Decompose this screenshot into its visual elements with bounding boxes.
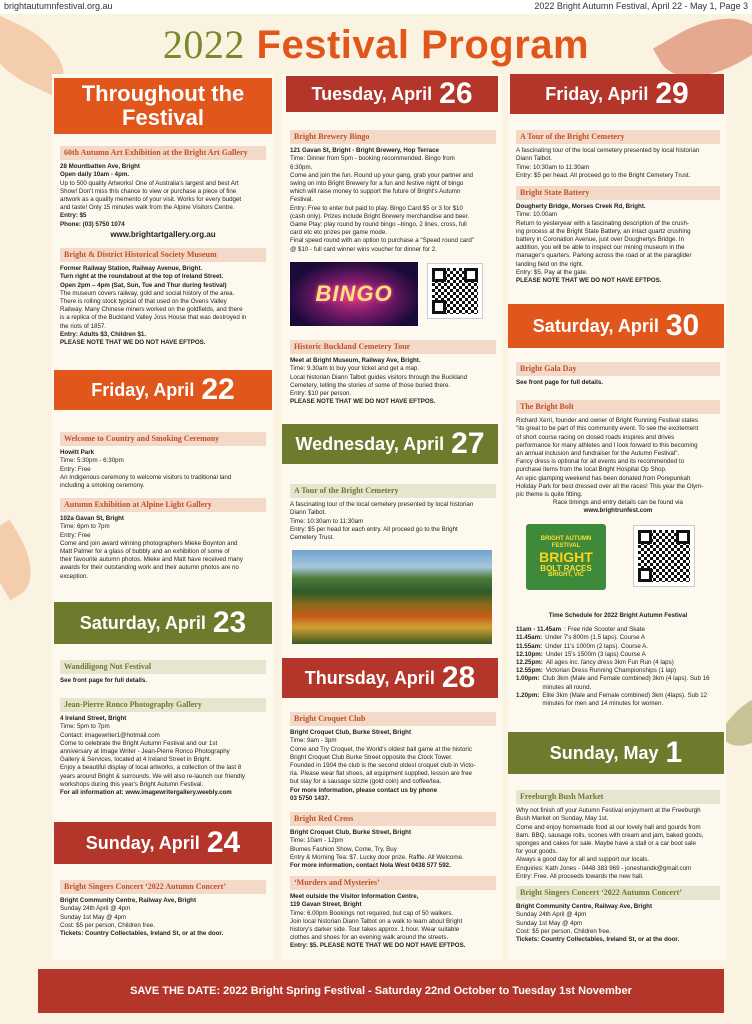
schedule-desc: Under 11's 1000m (2 laps). Course A. (545, 642, 649, 650)
sunday-24-header (54, 822, 272, 864)
event-line: Tickets: Country Collectables, Ireland St, or at the door. (60, 930, 224, 938)
day-number: 29 (655, 77, 689, 110)
event-title: Jean-Pierre Ronco Photography Gallery (60, 698, 266, 712)
event-line: Time: 5:30pm - 6:30pm (60, 457, 124, 465)
event-line: clothes and shoes for an evening walk around the streets. (290, 934, 449, 942)
event-line: Come and join award winning photographers Mieke Boynton and (60, 539, 238, 547)
event-line: Gallery & Services, located at 4 Ireland Street in Bright. (60, 756, 212, 764)
event-line: landing field on the right. (516, 260, 584, 268)
event-line: Holiday Park for best dressed over all the races! This year the Olym- (516, 482, 704, 490)
event-line: for your goods. (516, 848, 558, 856)
event-title: Bright & District Historical Society Museum (60, 248, 266, 262)
saturday-30-header (508, 304, 724, 348)
event-line: Entry: $5 per head. All proceed go to the Bright Cemetery Trust. (516, 171, 691, 179)
event-line: Matt Palmer for a glass of bubbly and an exhibition of some of (60, 548, 230, 556)
bingo-image-text: BINGO (315, 281, 393, 306)
event-line: Entry: $5 per head for each entry. All proceed go to the Bright (290, 525, 458, 533)
day-label: Sunday, May (549, 743, 659, 763)
event-line: Open daily 10am - 4pm. (60, 171, 130, 179)
event-line: ing process at the Bright State Battery, an intact quartz crushing (516, 227, 691, 235)
event-line: Cost: $5 per person, Children free. (60, 921, 155, 929)
event-line: Entry & Morning Tea: $7. Lucky door prize. Raffle. All Welcome. (290, 853, 464, 861)
bingo-section (290, 130, 496, 254)
page-header (0, 0, 752, 14)
day-label: Friday, April (545, 84, 649, 104)
sunday-1-header (508, 732, 724, 774)
schedule-time: 12.10pm: (516, 650, 543, 658)
event-line: Bush Market on Sunday, May 1st. (516, 815, 609, 823)
event-line: Meet at Bright Museum, Railway Ave, Bright. (290, 357, 421, 365)
day-label: Friday, April (91, 380, 195, 400)
event-line: Entry: $5. PLEASE NOTE THAT WE DO NOT HAVE EFTPOS. (290, 942, 466, 950)
event-line: and taste! Only 15 minutes walk from the Alpine Visitors Centre. (60, 204, 235, 212)
event-line: performance for many athletes and I look forward to this becoming (516, 441, 698, 449)
logo-text: BRIGHT (539, 548, 593, 565)
buckland-cemetery-section (290, 340, 496, 406)
event-line: Come and join the fun. Round up your gang, grab your partner and (290, 171, 473, 179)
event-line: Enjoy a beautiful display of local artworks, a collection of the last 8 (60, 764, 242, 772)
bush-market-section (516, 790, 720, 881)
event-line: A fascinating tour of the local cemetery presented by local historian (516, 147, 700, 155)
event-line: Show! Don't miss this chance to view or purchase a piece of fine (60, 187, 237, 195)
wednesday-27-header (282, 424, 498, 464)
event-line: For more information, please contact us by phone (290, 786, 438, 794)
state-battery-section (516, 186, 720, 285)
event-line: Come and enjoy homemade food at our lovely hall and gourds from (516, 823, 701, 831)
event-line: pic theme is quite fitting. (516, 491, 583, 499)
event-line: Entry: $5 (60, 212, 87, 220)
leaf-decoration (0, 520, 45, 601)
bolt-schedule (516, 612, 720, 708)
event-line: Bright Croquet Club, Burke Street, Bright (290, 829, 412, 837)
event-line: @ $10 - full card winner wins voucher for dinner for 2. (290, 245, 437, 253)
schedule-time: 11.45am: (516, 634, 543, 642)
event-line: Dougherty Bridge, Morses Creek Rd, Bright. (516, 203, 646, 211)
event-line: Cemetery Trust. (290, 534, 335, 542)
event-line: Entry: Free to enter but paid to play. Bingo Card $5 or 3 for $10 (290, 204, 463, 212)
event-title: Bright Croquet Club (290, 712, 496, 726)
murders-section (290, 876, 496, 951)
event-line: Sunday 1st May @ 4pm (516, 919, 583, 927)
event-line: Time: 10:30am to 11:30am (290, 517, 364, 525)
schedule-time: 11am - 11.45am (516, 626, 562, 634)
event-line: 28 Mountbatten Ave, Bright (60, 163, 140, 171)
schedule-time: 1.20pm: (516, 691, 540, 699)
alpine-light-section (60, 498, 266, 581)
schedule-row (516, 675, 720, 691)
event-line: their favourite autumn photos. Mieke and Matt have received many (60, 556, 243, 564)
event-line: Race timings and entry details can be found via (552, 499, 683, 507)
event-url[interactable]: www.brightrunfest.com (583, 507, 653, 515)
schedule-desc: Club 3km (Male and Female combined) 3km (4 laps). Sub 16 minutes all round. (542, 675, 710, 691)
throughout-header (54, 78, 272, 134)
event-line: 102a Gavan St, Bright (60, 515, 124, 523)
event-line: Phone: (03) 5750 1074 (60, 220, 125, 228)
day-number: 27 (451, 427, 485, 460)
day-number: 26 (439, 77, 473, 110)
throughout-line2: Festival (122, 105, 204, 130)
event-line: an annual inclusion and fundraiser for the Autumn Festival". (516, 450, 680, 458)
schedule-time: 12.25pm: (516, 659, 543, 667)
event-line: Return to yesteryear with a fascinating description of the crush- (516, 219, 689, 227)
schedule-title: Time Schedule for 2022 Bright Autumn Festival (548, 612, 688, 619)
day-label: Sunday, April (85, 833, 200, 853)
schedule-time: 11.55am: (516, 642, 543, 650)
croquet-section (290, 712, 496, 803)
event-line: Sunday 1st May @ 4pm (60, 913, 127, 921)
event-line: swing on into Bright Brewery for a fun and festive night of bingo (290, 180, 464, 188)
event-line: Bright Croquet Club Burke Street opposite the Clock Tower. (290, 753, 453, 761)
event-line: Time: 10:30am to 11:30am (516, 163, 590, 171)
event-line: Founded in 1904 the club is the second oldest croquet club in Victo- (290, 762, 476, 770)
event-line: which will raise money to support the future of Bright's Autumn (290, 188, 461, 196)
event-title: Historic Buckland Cemetery Tour (290, 340, 496, 354)
day-number: 1 (665, 736, 683, 769)
bright-bolt-logo (526, 524, 606, 590)
event-line: PLEASE NOTE THAT WE DO NOT HAVE EFTPOS. (290, 398, 436, 406)
event-url[interactable]: www.brightartgallery.org.au (110, 229, 216, 239)
bright-bolt-section (516, 400, 720, 516)
event-line: Enquiries: Kath Jones - 0448 383 969 - joneshandk@gmail.com (516, 864, 692, 872)
logo-text: BRIGHT, VIC (548, 571, 584, 578)
event-line: For all information at: www.imagewritergallery.weebly.com (60, 789, 232, 797)
schedule-row (516, 667, 720, 675)
event-line: Bright Croquet Club, Burke Street, Bright (290, 729, 412, 737)
nut-festival-section (60, 660, 266, 685)
event-line: Open 2pm – 4pm (Sat, Sun, Tue and Thur during festival) (60, 281, 227, 289)
red-cross-section (290, 812, 496, 870)
event-line: Tickets: Country Collectables, Ireland St, or at the door. (516, 936, 680, 944)
event-line: Why not finish off your Autumn Festival enjoyment at the Freeburgh (516, 807, 701, 815)
schedule-row (516, 626, 720, 634)
schedule-desc: Under 15's 1500m (3 laps) Course A (545, 650, 646, 658)
event-line: Time: 5pm to 7pm (60, 723, 110, 731)
schedule-desc: Under 7's 800m (1.5 laps). Course A (545, 634, 646, 642)
event-line: "its great to be part of this community event. To see the excitement (516, 425, 699, 433)
event-line: Come and Try Croquet, the World's oldest ball game at the historic (290, 745, 472, 753)
event-line: Cost: $5 per person, Children free. (516, 927, 611, 935)
thursday-28-header (282, 658, 498, 698)
event-line: 6:30pm. (290, 163, 313, 171)
event-line: sponges and cakes for sale. Maybe have a stall or a car boot sale (516, 840, 696, 848)
event-line: Up to 500 quality Artworks! One of Australia's largest and best Art (60, 179, 239, 187)
day-label: Wednesday, April (295, 434, 445, 454)
event-line: including a smoking ceremony. (60, 482, 145, 490)
site-url: brightautumnfestival.org.au (4, 1, 113, 11)
event-title: Wandiligong Nut Festival (60, 660, 266, 674)
event-line: For more information, contact Nola West 0438 577 592. (290, 862, 451, 870)
event-line: anniversary at Image Writer - Jean-Pierre Ronco Photography (60, 748, 230, 756)
day-label: Thursday, April (304, 668, 435, 688)
event-line: Meet outside the Visitor Information Centre, (290, 893, 419, 901)
page-title (0, 22, 752, 68)
event-line: 8am. BBQ, sausage rolls, scones with cream and jam, baked goods, (516, 831, 704, 839)
museum-section (60, 248, 266, 347)
event-line: Local historian Diann Talbot guides visitors through the Buckland (290, 373, 468, 381)
event-line: Entry: Adults $3, Children $1. (60, 330, 147, 338)
schedule-row (516, 659, 720, 667)
event-title: Bright State Battery (516, 186, 720, 200)
day-number: 28 (441, 661, 476, 694)
event-line: Always a good day for all and support our locals. (516, 856, 650, 864)
event-title: A Tour of the Bright Cemetery (290, 484, 496, 498)
day-number: 24 (206, 826, 241, 859)
event-line: Festival. (290, 196, 314, 204)
event-line: PLEASE NOTE THAT WE DO NOT HAVE EFTPOS. (516, 277, 662, 285)
event-line: Howitt Park (60, 449, 95, 457)
schedule-row (516, 692, 720, 708)
event-line: Entry: Free (60, 465, 91, 473)
day-label: Saturday, April (79, 613, 206, 633)
schedule-desc: All ages inc. fancy dress 3km Fun Run (4 laps) (545, 659, 674, 667)
event-line: card etc etc prizes per game mode. (290, 229, 387, 237)
event-line: ria. Please wear flat shoes, all equipment supplied, lesson are free (290, 770, 472, 778)
event-line: Contact: imagewriter1@hotmail.com (60, 731, 160, 739)
event-line: Entry: $5. Pay at the gate. (516, 268, 588, 276)
event-line: Join local historian Diann Talbot on a walk to learn about Bright (290, 917, 463, 925)
event-line: Entry: Free. All proceeds towards the new hall. (516, 872, 644, 880)
tuesday-26-header (286, 76, 498, 112)
schedule-desc: : Free ride Scooter and Skate (564, 626, 645, 634)
qr-code[interactable] (634, 526, 694, 586)
qr-code[interactable] (428, 264, 482, 318)
event-line: Turn right at the roundabout at the top of Ireland Street. (60, 273, 224, 281)
event-line: 119 Gavan Street, Bright (290, 901, 362, 909)
schedule-desc: Victorian Dress Running Championships (1 lap) (545, 667, 677, 675)
event-line: Time: 10.00am (516, 211, 558, 219)
event-title: A Tour of the Bright Cemetery (516, 130, 720, 144)
day-number: 23 (212, 606, 247, 639)
event-title: Freeburgh Bush Market (516, 790, 720, 804)
event-line: the riots of 1857. (60, 322, 107, 330)
event-line: Time: 9.30am to buy your ticket and get a map. (290, 365, 420, 373)
sunday-singers-section (516, 886, 720, 944)
bingo-image (290, 262, 418, 326)
event-title: ‘Murders and Mysteries’ (290, 876, 496, 890)
event-line: See front page for full details. (60, 677, 147, 685)
singers-section (60, 880, 266, 938)
event-line: The museum covers railway, gold and social history of the area. (60, 289, 235, 297)
save-the-date-banner (38, 969, 724, 1013)
event-line: 4 Ireland Street, Bright (60, 715, 127, 723)
saturday-23-header (54, 602, 272, 644)
event-line: Diann Talbot. (290, 509, 327, 517)
schedule-row (516, 651, 720, 659)
event-line: PLEASE NOTE THAT WE DO NOT HAVE EFTPOS. (60, 339, 206, 347)
event-title: Autumn Exhibition at Alpine Light Gallery (60, 498, 266, 512)
event-line: Time: 9am - 3pm (290, 737, 337, 745)
event-line: There is rolling stock typical of that used on the Ovens Valley (60, 298, 227, 306)
event-line: purchase items from the local Bright Hospital Op Shop. (516, 466, 667, 474)
event-line: Time: 6.00pm Bookings not required, but cap of 50 walkers. (290, 909, 454, 917)
event-line: but stay for a sausage sizzle (gold coin) and coffee/tea. (290, 778, 442, 786)
event-title: Bright Singers Concert ‘2022 Autumn Concert’ (60, 880, 266, 894)
event-line: Entry: Free (60, 531, 91, 539)
event-line: Railway. Many Chinese miners worked on the goldfields, and there (60, 306, 243, 314)
footer-text: SAVE THE DATE: 2022 Bright Spring Festival - Saturday 22nd October to Tuesday 1st November (130, 985, 632, 997)
event-line: Sunday 24th April @ 4pm (516, 911, 587, 919)
friday-29-header (510, 74, 724, 114)
logo-text: BRIGHT AUTUMN FESTIVAL (540, 535, 592, 549)
title-text: Festival Program (256, 23, 590, 67)
event-line: Diann Talbot. (516, 155, 553, 163)
event-line: A fascinating tour of the local cemetery presented by local historian (290, 501, 474, 509)
event-line: Game Play: play round by round bingo –bingo, 2 lines, cross, full (290, 221, 467, 229)
event-line: Bright Community Centre, Railway Ave, Bright (516, 903, 653, 911)
event-title: 60th Autumn Art Exhibition at the Bright Art Gallery (60, 146, 266, 160)
event-line: is a replica of the Buckland Valley Joss House that was destroyed in (60, 314, 247, 322)
day-number: 30 (665, 309, 700, 342)
event-line: exception. (60, 572, 89, 580)
event-title: Bright Brewery Bingo (290, 130, 496, 144)
event-line: Time: Dinner from 5pm - booking recommended. Bingo from (290, 155, 455, 163)
friday-22-header (54, 370, 272, 410)
event-line: of short course racing on closed roads inspires and drives (516, 433, 675, 441)
day-label: Saturday, April (532, 316, 659, 336)
event-line: Entry: $10 per person. (290, 390, 352, 398)
event-line: 03 5750 1437. (290, 794, 330, 802)
event-line: Fancy dress is optional for all events and its recommended to (516, 458, 685, 466)
welcome-section (60, 432, 266, 490)
event-title: Bright Singers Concert ‘2022 Autumn Concert’ (516, 886, 720, 900)
event-line: An epic glamping weekend has been donated from Porepunkah (516, 474, 691, 482)
event-line: Final speed round with an option to purchase a "Speed round card" (290, 237, 474, 245)
event-line: Cemetery, telling the stories of some of those buried there. (290, 381, 451, 389)
throughout-line1: Throughout the (81, 81, 245, 106)
page-info: 2022 Bright Autumn Festival, April 22 - May 1, Page 3 (534, 1, 748, 11)
autumn-landscape-photo (292, 550, 492, 644)
event-line: Former Railway Station, Railway Avenue, Bright. (60, 265, 203, 273)
event-line: Blumes Fashion Show, Come, Try, Buy (290, 845, 397, 853)
schedule-desc: Elite 3km (Male and Female combined) 3km (4laps). Sub 12 minutes for men and 14 minutes for women. (542, 691, 708, 708)
event-line: battery in Coronation Avenue, just over Doughertys Bridge. In (516, 236, 685, 244)
event-title: The Bright Bolt (516, 400, 720, 414)
schedule-row (516, 643, 720, 651)
schedule-row (516, 634, 720, 642)
event-line: An Indigenous ceremony to welcome visitors to traditional land (60, 473, 232, 481)
day-number: 22 (201, 373, 235, 406)
event-title: Bright Red Cross (290, 812, 496, 826)
ronco-section (60, 698, 266, 797)
event-line: awards for their outstanding work and their autumn photos are no (60, 564, 239, 572)
fri-cemetery-tour-section (516, 130, 720, 180)
event-line: manager's quarters. Parking across the road or at the paraglider (516, 252, 692, 260)
art-gallery-section (60, 146, 266, 239)
event-line: 121 Gavan St, Bright - Bright Brewery, Hop Terrace (290, 147, 439, 155)
event-line: See front page for full details. (516, 379, 603, 387)
event-line: history's darker side. Tour takes approx. 1 hour. Wear suitable (290, 926, 460, 934)
event-line: years around Bright & surrounds. We will also re-launch our friendly (60, 772, 245, 780)
schedule-time: 12.55pm: (516, 667, 543, 675)
event-line: Sunday 24th April @ 4pm (60, 905, 131, 913)
event-line: artwork as a quality memento of your visit. Works for every budget (60, 196, 242, 204)
event-line: Bright Community Centre, Railway Ave, Bright (60, 897, 197, 905)
day-label: Tuesday, April (311, 84, 433, 104)
schedule-time: 1.00pm: (516, 675, 540, 683)
logo-text: BOLT RACES (540, 563, 592, 573)
event-line: (cash only). Prizes include Bright Brewery merchandise and beer. (290, 212, 470, 220)
schedule-list (516, 626, 720, 708)
wed-cemetery-tour-section (290, 484, 496, 542)
title-year: 2022 (162, 22, 245, 67)
event-line: addition, you will be able to inspect our mining museum in the (516, 244, 685, 252)
event-line: Time: 6pm to 7pm (60, 523, 110, 531)
event-line: workshops during this year's Bright Autumn Festival. (60, 780, 204, 788)
gala-day-section (516, 362, 720, 387)
event-line: Richard Xerri, founder and owner of Bright Running Festival states (516, 417, 698, 425)
event-line: Come to celebrate the Bright Autumn Festival and our 1st (60, 739, 218, 747)
event-line: Time: 10am - 12pm (290, 837, 344, 845)
event-title: Welcome to Country and Smoking Ceremony (60, 432, 266, 446)
event-title: Bright Gala Day (516, 362, 720, 376)
